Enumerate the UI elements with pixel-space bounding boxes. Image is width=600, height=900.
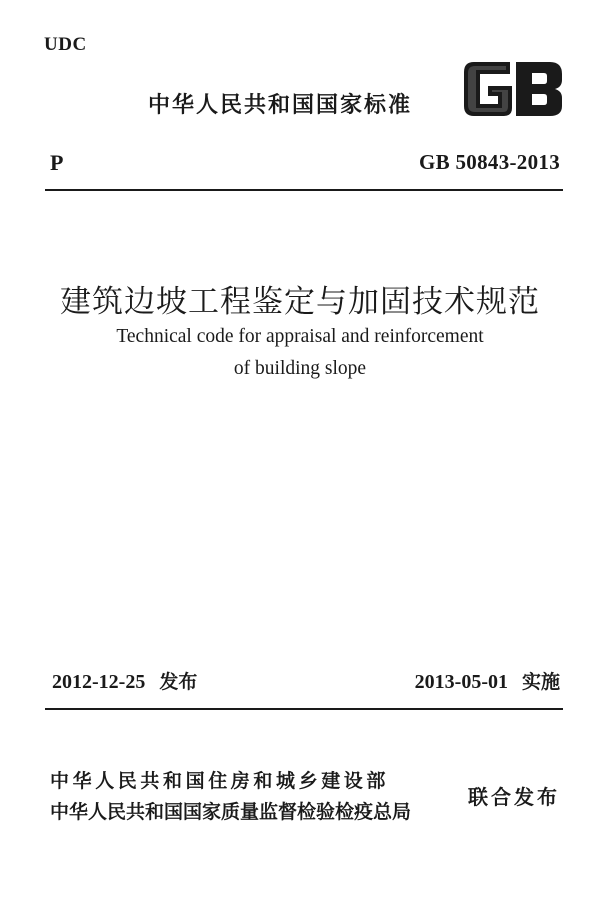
title-english-line1: Technical code for appraisal and reinforcement bbox=[116, 326, 484, 347]
issue-date: 2012-12-25 bbox=[52, 671, 146, 693]
top-divider bbox=[45, 189, 563, 191]
issue-label: 发布 bbox=[159, 671, 198, 693]
implement-label: 实施 bbox=[521, 671, 560, 693]
issuer-housing-ministry: 中华人民共和国住房和城乡建设部 bbox=[50, 770, 390, 792]
standard-type: 中华人民共和国国家标准 bbox=[148, 93, 413, 118]
implement-date: 2013-05-01 bbox=[414, 671, 508, 693]
standard-number: GB 50843-2013 bbox=[419, 150, 560, 174]
title-chinese: 建筑边坡工程鉴定与加固技术规范 bbox=[60, 284, 540, 320]
gb-logo-icon bbox=[460, 56, 566, 122]
classification-code: P bbox=[50, 150, 64, 175]
bottom-divider bbox=[45, 708, 563, 710]
title-english-line2: of building slope bbox=[233, 358, 367, 379]
udc-label: UDC bbox=[44, 34, 87, 55]
issue-date-line bbox=[52, 667, 197, 694]
implement-date-line bbox=[415, 667, 560, 694]
joint-issue-label: 联合发布 bbox=[468, 785, 560, 809]
issuer-quality-administration: 中华人民共和国国家质量监督检验检疫总局 bbox=[50, 801, 412, 823]
